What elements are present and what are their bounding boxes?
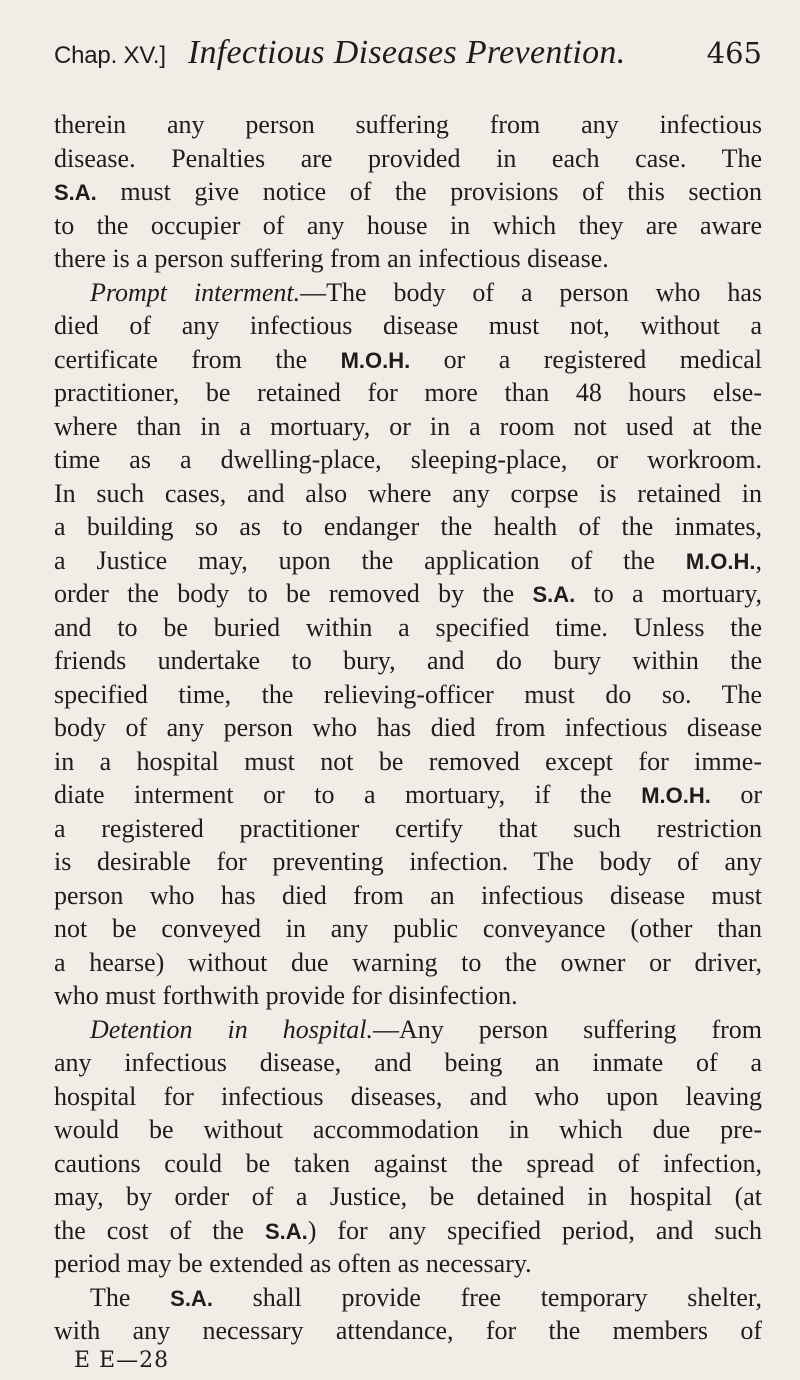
text-segment: or a registered medical	[410, 344, 763, 374]
text-segment: time as a dwelling-place, sleeping-place, or workroom.	[54, 445, 762, 474]
text-segment: the cost of the	[54, 1215, 265, 1245]
text-segment: a registered practitioner certify that such restriction	[54, 813, 762, 843]
text-line	[54, 1046, 762, 1080]
text-segment: to a mortuary,	[575, 579, 763, 608]
abbreviation: S.A.	[170, 1285, 213, 1311]
text-segment: —Any person suffering from	[373, 1014, 762, 1044]
text-line	[54, 678, 762, 712]
text-line	[54, 1080, 762, 1114]
text-segment: would be without accommodation in which due pre-	[54, 1115, 762, 1144]
abbreviation: M.O.H.	[685, 548, 756, 574]
section-heading: Prompt interment.	[90, 277, 301, 307]
text-segment: where than in a mortuary, or in a room not used at the	[54, 411, 762, 441]
text-line	[54, 912, 762, 946]
text-segment: friends undertake to bury, and do bury within the	[54, 646, 762, 675]
abbreviation: S.A.	[54, 180, 97, 205]
text-segment: a hearse) without due warning to the owner or driver,	[54, 947, 762, 977]
text-line	[54, 443, 762, 477]
text-line	[54, 1013, 762, 1047]
text-line	[54, 142, 762, 176]
text-segment: died of any infectious disease must not, without a	[54, 311, 762, 340]
text-line	[54, 510, 762, 544]
text-line	[54, 577, 762, 611]
text-line	[54, 108, 762, 142]
text-segment: body of any person who has died from infectious disease	[54, 713, 762, 742]
text-line	[54, 477, 762, 511]
text-segment: with any necessary attendance, for the members of	[54, 1316, 762, 1345]
text-segment: may, by order of a Justice, be detained in hospital (at	[54, 1182, 762, 1211]
text-line	[54, 1147, 762, 1181]
text-segment: In such cases, and also where any corpse is retained in	[54, 478, 762, 508]
text-line	[54, 242, 762, 276]
text-segment: The	[90, 1282, 171, 1312]
page-number: 465	[706, 36, 762, 70]
abbreviation: M.O.H.	[340, 347, 411, 373]
text-segment: ) for any specified period, and such	[307, 1215, 762, 1245]
text-segment: hospital for infectious diseases, and who upon leaving	[54, 1081, 762, 1111]
text-line	[54, 1214, 762, 1248]
text-line	[54, 1247, 762, 1281]
text-segment: ,	[755, 545, 762, 575]
text-line	[54, 1180, 762, 1214]
text-line	[54, 1314, 762, 1348]
text-line	[54, 544, 762, 578]
text-line	[54, 711, 762, 745]
text-segment: specified time, the relieving-officer must do so. The	[54, 679, 762, 709]
text-segment: shall provide free temporary shelter,	[212, 1282, 763, 1312]
text-segment: a building so as to endanger the health of the inmates,	[54, 512, 762, 541]
text-segment: who must forthwith provide for disinfection.	[54, 981, 518, 1010]
text-line	[54, 778, 762, 812]
chapter-label: Chap. XV.]	[54, 42, 166, 69]
text-line	[54, 343, 762, 377]
text-segment: a Justice may, upon the application of the	[54, 545, 686, 575]
abbreviation: S.A.	[532, 582, 576, 607]
signature-mark: E E—28	[74, 1347, 170, 1373]
text-segment: period may be extended as often as necessary.	[54, 1249, 532, 1278]
text-segment: any infectious disease, and being an inmate of a	[54, 1048, 762, 1077]
text-line	[54, 175, 762, 209]
abbreviation: S.A.	[264, 1218, 308, 1244]
text-segment: therein any person suffering from any infectious	[54, 110, 762, 139]
text-line	[54, 644, 762, 678]
text-segment: and to be buried within a specified time. Unless the	[54, 612, 762, 642]
abbreviation: M.O.H.	[641, 783, 711, 808]
text-line	[54, 845, 762, 879]
text-line	[54, 879, 762, 913]
text-segment: order the body to be removed by the	[54, 579, 533, 608]
text-line	[54, 1113, 762, 1147]
running-header	[54, 34, 762, 88]
text-segment: to the occupier of any house in which they are aware	[54, 210, 762, 240]
text-segment: or	[710, 780, 762, 809]
text-segment: certificate from the	[54, 344, 341, 374]
body-text	[54, 108, 762, 1348]
text-segment: practitioner, be retained for more than 48 hours else-	[54, 378, 762, 407]
text-line	[54, 376, 762, 410]
text-line	[54, 276, 762, 310]
text-line	[54, 1281, 762, 1315]
text-line	[54, 611, 762, 645]
text-line	[54, 979, 762, 1013]
text-segment: person who has died from an infectious disease must	[54, 880, 762, 910]
text-segment: there is a person suffering from an infectious disease.	[54, 244, 609, 273]
text-segment: disease. Penalties are provided in each case. The	[54, 143, 762, 173]
running-title: Infectious Diseases Prevention.	[187, 34, 626, 71]
text-line	[54, 309, 762, 343]
text-segment: cautions could be taken against the spread of infection,	[54, 1148, 762, 1178]
text-line	[54, 812, 762, 846]
text-segment: is desirable for preventing infection. The body of any	[54, 847, 762, 876]
section-heading: Detention in hospital.	[90, 1014, 374, 1044]
text-segment: must give notice of the provisions of this section	[96, 177, 762, 206]
text-line	[54, 410, 762, 444]
text-segment: —The body of a person who has	[300, 277, 762, 307]
text-line	[54, 209, 762, 243]
text-line	[54, 745, 762, 779]
text-segment: not be conveyed in any public conveyance (other than	[54, 914, 762, 943]
text-segment: in a hospital must not be removed except for imme-	[54, 746, 762, 776]
text-line	[54, 946, 762, 980]
text-segment: diate interment or to a mortuary, if the	[54, 780, 642, 809]
